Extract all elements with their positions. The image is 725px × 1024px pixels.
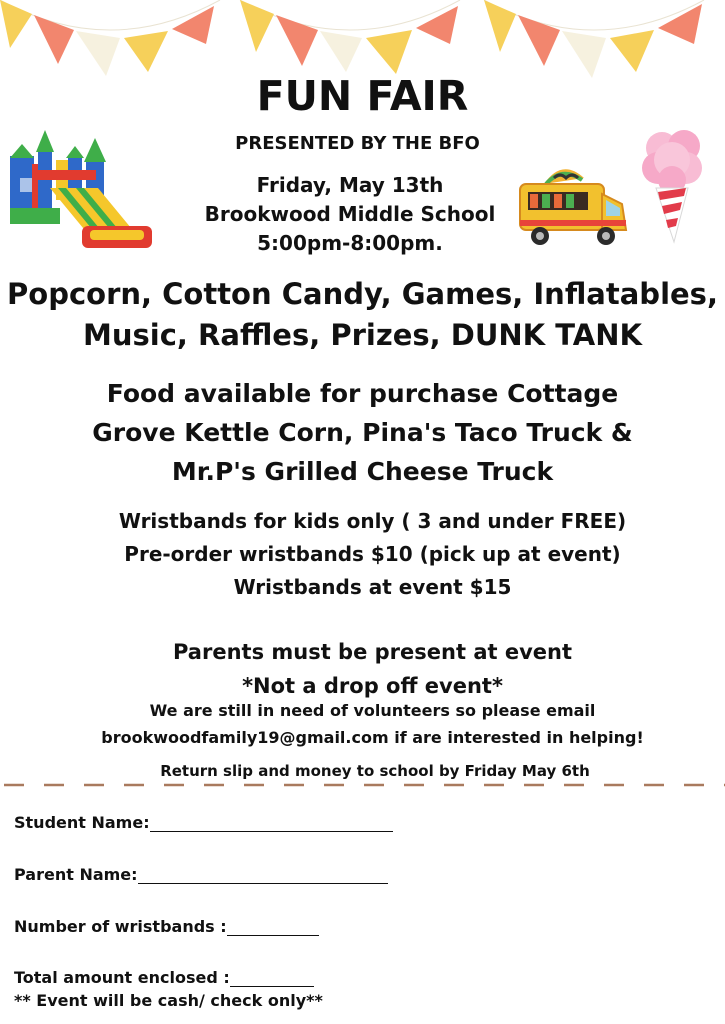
attractions-line: Music, Raffles, Prizes, DUNK TANK — [83, 318, 642, 352]
presented-by: PRESENTED BY THE BFO — [235, 133, 480, 154]
bunting-middle — [240, 0, 460, 74]
attractions-line: Popcorn, Cotton Candy, Games, Inflatables, — [7, 277, 718, 311]
wristband-count-field[interactable] — [14, 917, 319, 936]
food-line: Grove Kettle Corn, Pina's Taco Truck & — [92, 418, 633, 447]
student-name-field[interactable] — [14, 813, 393, 832]
food-info — [40, 374, 685, 491]
total-amount-blank[interactable] — [230, 968, 314, 987]
wristband-line: Wristbands at event $15 — [233, 575, 512, 599]
wristband-line: Wristbands for kids only ( 3 and under FREE) — [118, 509, 627, 533]
food-line: Food available for purchase Cottage — [106, 379, 619, 408]
parent-name-blank[interactable] — [138, 865, 388, 884]
parent-name-field[interactable] — [14, 865, 388, 884]
food-line: Mr.P's Grilled Cheese Truck — [171, 457, 554, 486]
wristband-count-label: Number of wristbands : — [14, 917, 227, 936]
total-amount-field[interactable] — [14, 968, 314, 987]
event-time: 5:00pm-8:00pm. — [257, 231, 443, 255]
event-location: Brookwood Middle School — [204, 202, 496, 226]
wristband-count-blank[interactable] — [227, 917, 319, 936]
return-slip-note: Return slip and money to school by Friday May 6th — [160, 762, 590, 780]
cut-line-divider — [0, 783, 725, 787]
attractions-list — [0, 274, 725, 356]
event-date: Friday, May 13th — [256, 173, 444, 197]
volunteer-line: We are still in need of volunteers so please email — [149, 701, 596, 720]
student-name-blank[interactable] — [150, 813, 393, 832]
wristband-info — [0, 505, 725, 604]
bunting-left — [0, 0, 220, 76]
parent-name-label: Parent Name: — [14, 865, 138, 884]
volunteer-line: brookwoodfamily19@gmail.com if are interested in helping! — [101, 728, 644, 747]
parents-line: Parents must be present at event — [172, 640, 573, 664]
payment-note: ** Event will be cash/ check only** — [14, 991, 323, 1010]
volunteer-request — [0, 697, 725, 751]
total-amount-label: Total amount enclosed : — [14, 968, 230, 987]
parents-notice — [0, 635, 725, 703]
flyer-title: FUN FAIR — [256, 72, 469, 120]
parents-line: *Not a drop off event* — [242, 674, 503, 698]
wristband-line: Pre-order wristbands $10 (pick up at event) — [124, 542, 621, 566]
student-name-label: Student Name: — [14, 813, 150, 832]
bunting-right — [484, 0, 704, 78]
